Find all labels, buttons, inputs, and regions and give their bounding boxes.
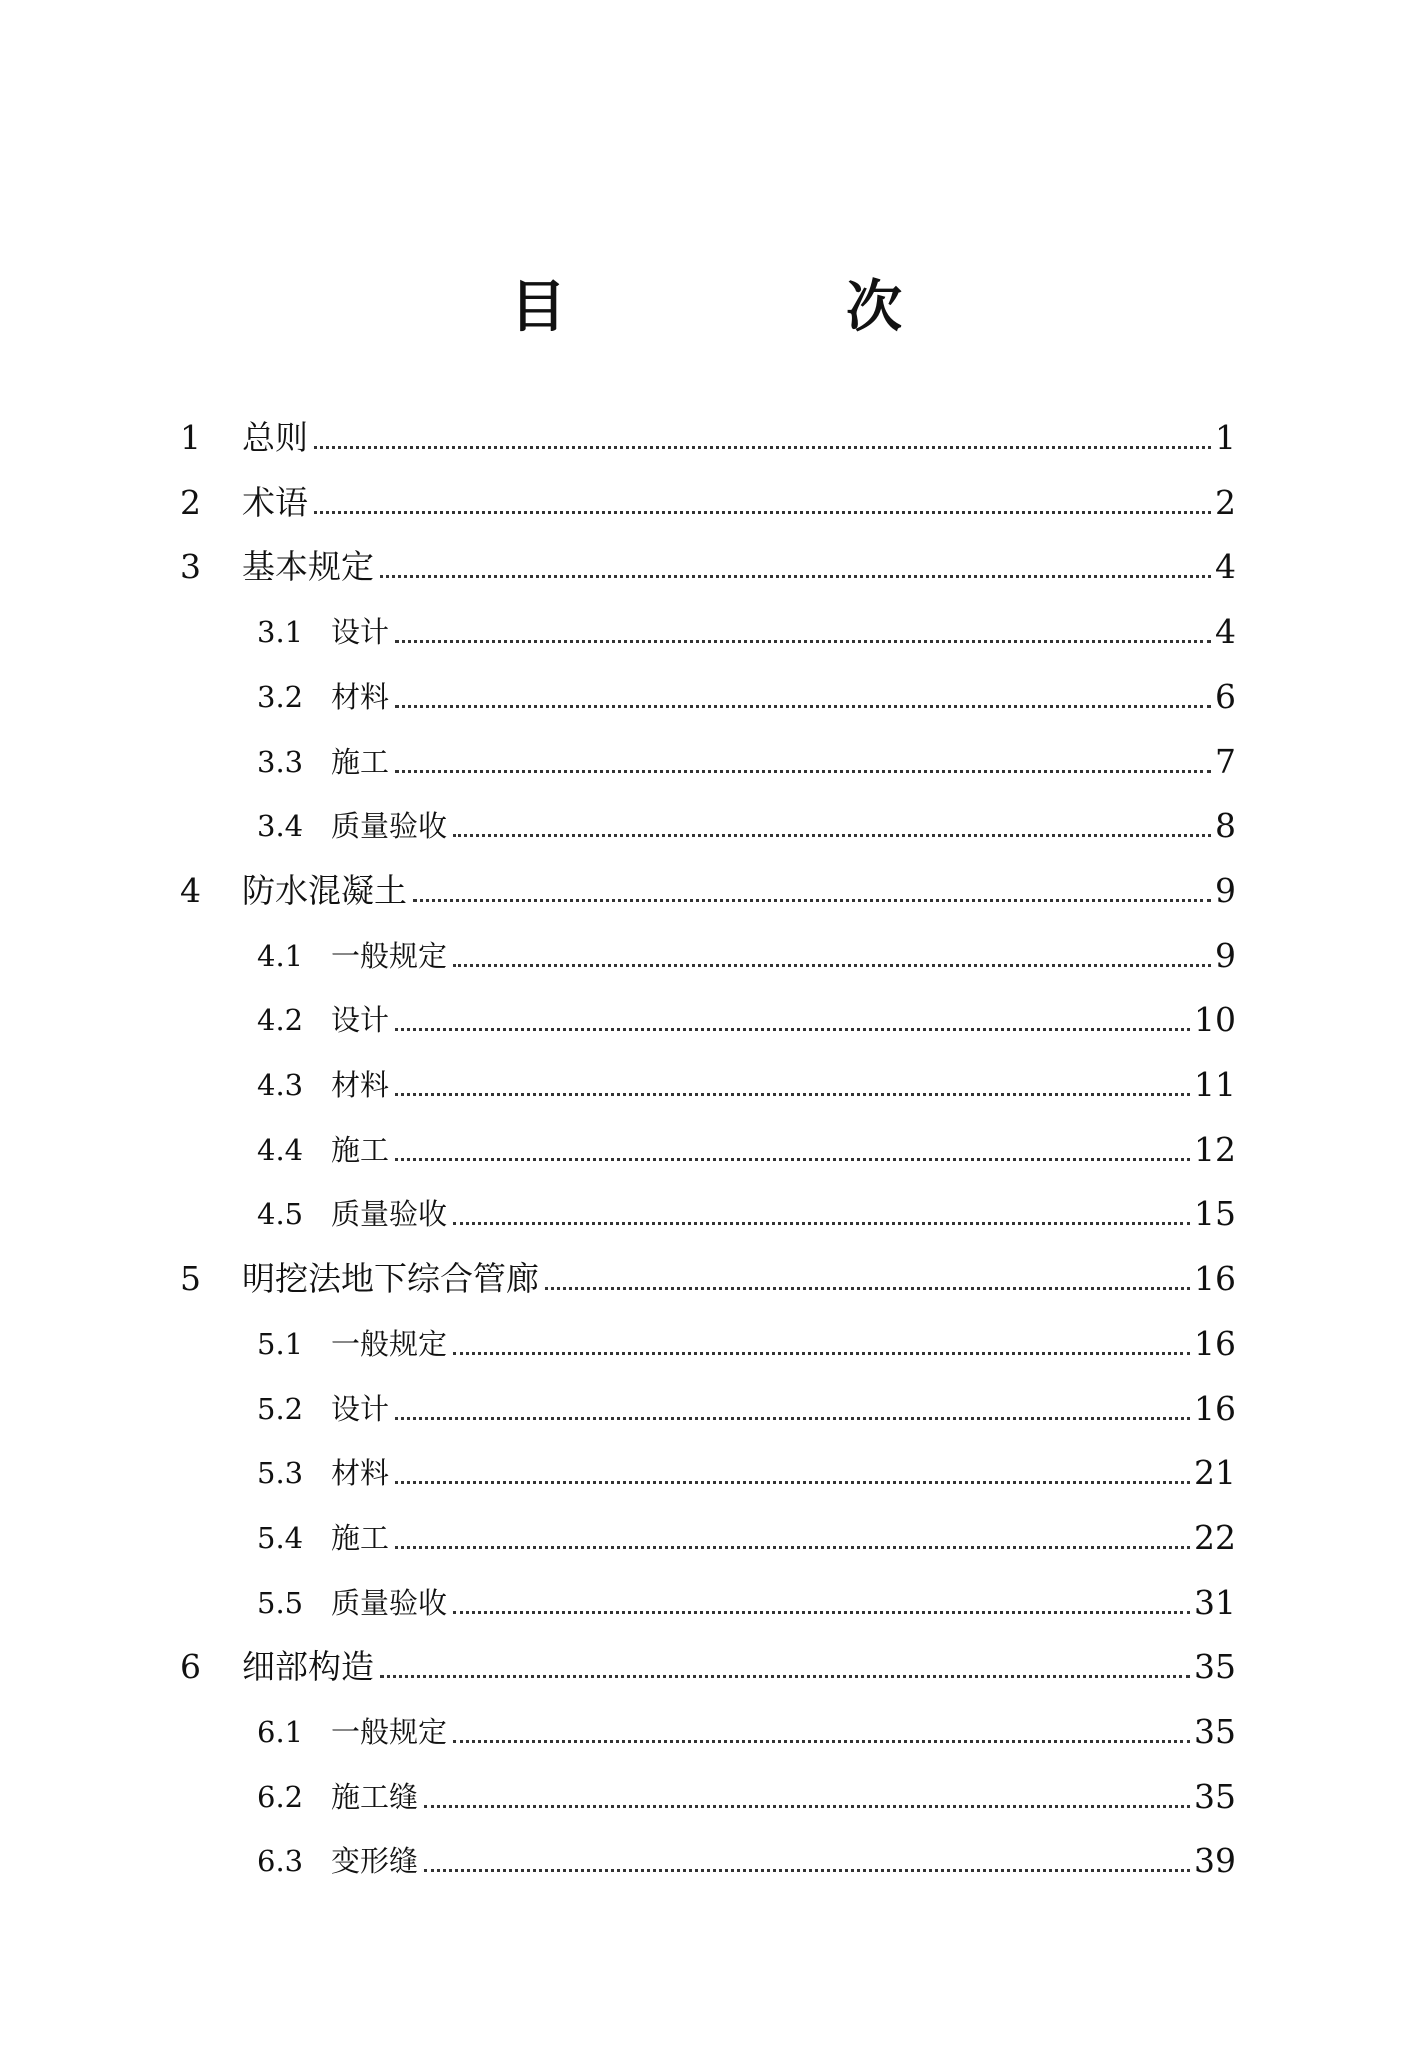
toc-entry-label: 材料: [331, 679, 390, 714]
toc-entry-label: 细部构造: [242, 1647, 374, 1687]
toc-entry-label: 设计: [331, 615, 390, 650]
toc-dot-leader: [395, 1093, 1190, 1096]
toc-entry-number: 1: [180, 418, 201, 457]
toc-entry-page: 35: [1194, 1712, 1236, 1751]
toc-dot-leader: [314, 511, 1211, 514]
toc-entry-page: 6: [1215, 676, 1236, 716]
toc-entry[interactable]: [180, 463, 1236, 523]
toc-dot-leader: [453, 1222, 1190, 1225]
toc-entry-number: 3.3: [257, 744, 304, 779]
toc-entry-label: 质量验收: [331, 1197, 448, 1232]
toc-entry-number: 6.1: [257, 1715, 304, 1749]
toc-entry-number: 6.2: [257, 1779, 304, 1814]
toc-entry-label: 质量验收: [331, 1585, 448, 1620]
toc-dot-leader: [380, 575, 1211, 578]
toc-entry-number: 4.3: [257, 1068, 304, 1102]
toc-entry-number: 4.5: [257, 1197, 304, 1232]
toc-dot-leader: [453, 964, 1211, 967]
toc-entry-page: 39: [1194, 1841, 1236, 1881]
toc-entry-label: 材料: [331, 1068, 390, 1102]
toc-entry-label: 一般规定: [331, 1326, 448, 1361]
toc-entry-page: 8: [1215, 806, 1236, 846]
toc-entry-number: 5.4: [257, 1520, 304, 1555]
toc-entry-page: 15: [1194, 1194, 1236, 1234]
toc-entry-page: 12: [1194, 1129, 1236, 1169]
toc-dot-leader: [395, 640, 1211, 643]
toc-entry-number: 5.3: [257, 1456, 304, 1491]
toc-entry-page: 35: [1194, 1647, 1236, 1687]
toc-entry-number: 4.1: [257, 938, 304, 973]
toc-entry-label: 材料: [331, 1456, 390, 1491]
toc-entry[interactable]: [257, 1498, 1236, 1558]
toc-entry-number: 5.1: [257, 1326, 304, 1361]
toc-entry[interactable]: [180, 851, 1236, 911]
toc-entry-label: 施工缝: [331, 1779, 419, 1814]
toc-entry-page: 4: [1215, 612, 1236, 652]
toc-entry[interactable]: [257, 786, 1236, 846]
toc-entry-page: 9: [1215, 870, 1236, 910]
toc-entry-page: 16: [1194, 1388, 1236, 1428]
toc-entry-number: 5.5: [257, 1585, 304, 1620]
toc-entry[interactable]: [257, 657, 1236, 717]
toc-dot-leader: [453, 1352, 1190, 1355]
page-title: 目 次: [510, 274, 1014, 340]
toc-entry-page: 9: [1215, 935, 1236, 975]
toc-entry-page: 2: [1215, 482, 1236, 522]
toc-entry-number: 3: [180, 547, 201, 587]
toc-dot-leader: [395, 770, 1211, 773]
toc-dot-leader: [395, 1028, 1190, 1031]
toc-entry[interactable]: [257, 1369, 1236, 1429]
toc-entry-label: 总则: [242, 418, 308, 457]
toc-entry-label: 设计: [331, 1003, 390, 1038]
toc-entry[interactable]: [180, 527, 1236, 587]
toc-entry[interactable]: [257, 916, 1236, 976]
toc-dot-leader: [453, 1740, 1190, 1743]
toc-entry-number: 5.2: [257, 1391, 304, 1426]
toc-entry-label: 施工: [331, 744, 390, 779]
toc-entry-page: 7: [1215, 741, 1236, 781]
toc-entry[interactable]: [257, 1757, 1236, 1817]
toc-entry-number: 2: [180, 482, 201, 522]
toc-entry[interactable]: [257, 722, 1236, 782]
toc-dot-leader: [380, 1675, 1190, 1678]
toc-dot-leader: [395, 705, 1211, 708]
toc-entry-number: 5: [180, 1259, 201, 1299]
toc-entry-number: 6: [180, 1647, 201, 1687]
toc-dot-leader: [395, 1481, 1190, 1484]
toc-entry-label: 明挖法地下综合管廊: [242, 1259, 539, 1299]
toc-entry-label: 施工: [331, 1132, 390, 1167]
toc-dot-leader: [424, 1869, 1190, 1872]
toc-dot-leader: [395, 1158, 1190, 1161]
toc-entry-label: 基本规定: [242, 547, 374, 587]
toc-entry-number: 4.4: [257, 1132, 304, 1167]
toc-dot-leader: [395, 1546, 1190, 1549]
toc-entry-page: 21: [1194, 1453, 1236, 1493]
toc-entry[interactable]: [257, 980, 1236, 1040]
toc-entry-page: 4: [1215, 547, 1236, 587]
toc-dot-leader: [395, 1417, 1190, 1420]
toc-entry-number: 4: [180, 870, 201, 910]
toc-entry-label: 设计: [331, 1391, 390, 1426]
toc-entry[interactable]: [257, 1174, 1236, 1234]
toc-entry-page: 22: [1194, 1517, 1236, 1557]
toc-entry-number: 3.1: [257, 615, 304, 650]
toc-entry-label: 质量验收: [331, 809, 448, 844]
toc-dot-leader: [424, 1805, 1190, 1808]
toc-entry-label: 一般规定: [331, 938, 448, 973]
toc-entry[interactable]: [257, 1692, 1236, 1752]
toc-entry-page: 10: [1194, 1000, 1236, 1040]
toc-entry-number: 4.2: [257, 1003, 304, 1038]
toc-entry-number: 3.4: [257, 809, 304, 844]
toc-entry[interactable]: [180, 398, 1236, 458]
toc-entry-label: 施工: [331, 1520, 390, 1555]
toc-entry-page: 31: [1194, 1582, 1236, 1622]
toc-entry-page: 11: [1194, 1065, 1236, 1104]
toc-entry-label: 一般规定: [331, 1715, 448, 1749]
toc-entry[interactable]: [257, 1110, 1236, 1170]
toc-entry-label: 变形缝: [331, 1844, 419, 1879]
toc-entry[interactable]: [257, 1563, 1236, 1623]
toc-entry-label: 防水混凝土: [242, 870, 407, 910]
toc-entry-page: 16: [1194, 1323, 1236, 1363]
toc-entry[interactable]: [180, 1239, 1236, 1299]
toc-entry[interactable]: [180, 1627, 1236, 1687]
toc-entry-label: 术语: [242, 482, 308, 522]
toc-entry[interactable]: [257, 1045, 1236, 1105]
toc-dot-leader: [453, 834, 1211, 837]
toc-dot-leader: [453, 1611, 1190, 1614]
toc-dot-leader: [314, 446, 1211, 449]
toc-dot-leader: [545, 1287, 1190, 1290]
toc-entry-number: 6.3: [257, 1844, 304, 1879]
toc-entry[interactable]: [257, 1821, 1236, 1881]
toc-entry-page: 16: [1194, 1259, 1236, 1299]
toc-entry[interactable]: [257, 1304, 1236, 1364]
toc-entry-page: 35: [1194, 1776, 1236, 1816]
toc-entry-number: 3.2: [257, 679, 304, 714]
toc-entry[interactable]: [257, 1433, 1236, 1493]
toc-dot-leader: [413, 899, 1211, 902]
toc-entry-page: 1: [1215, 418, 1236, 457]
toc-entry[interactable]: [257, 592, 1236, 652]
